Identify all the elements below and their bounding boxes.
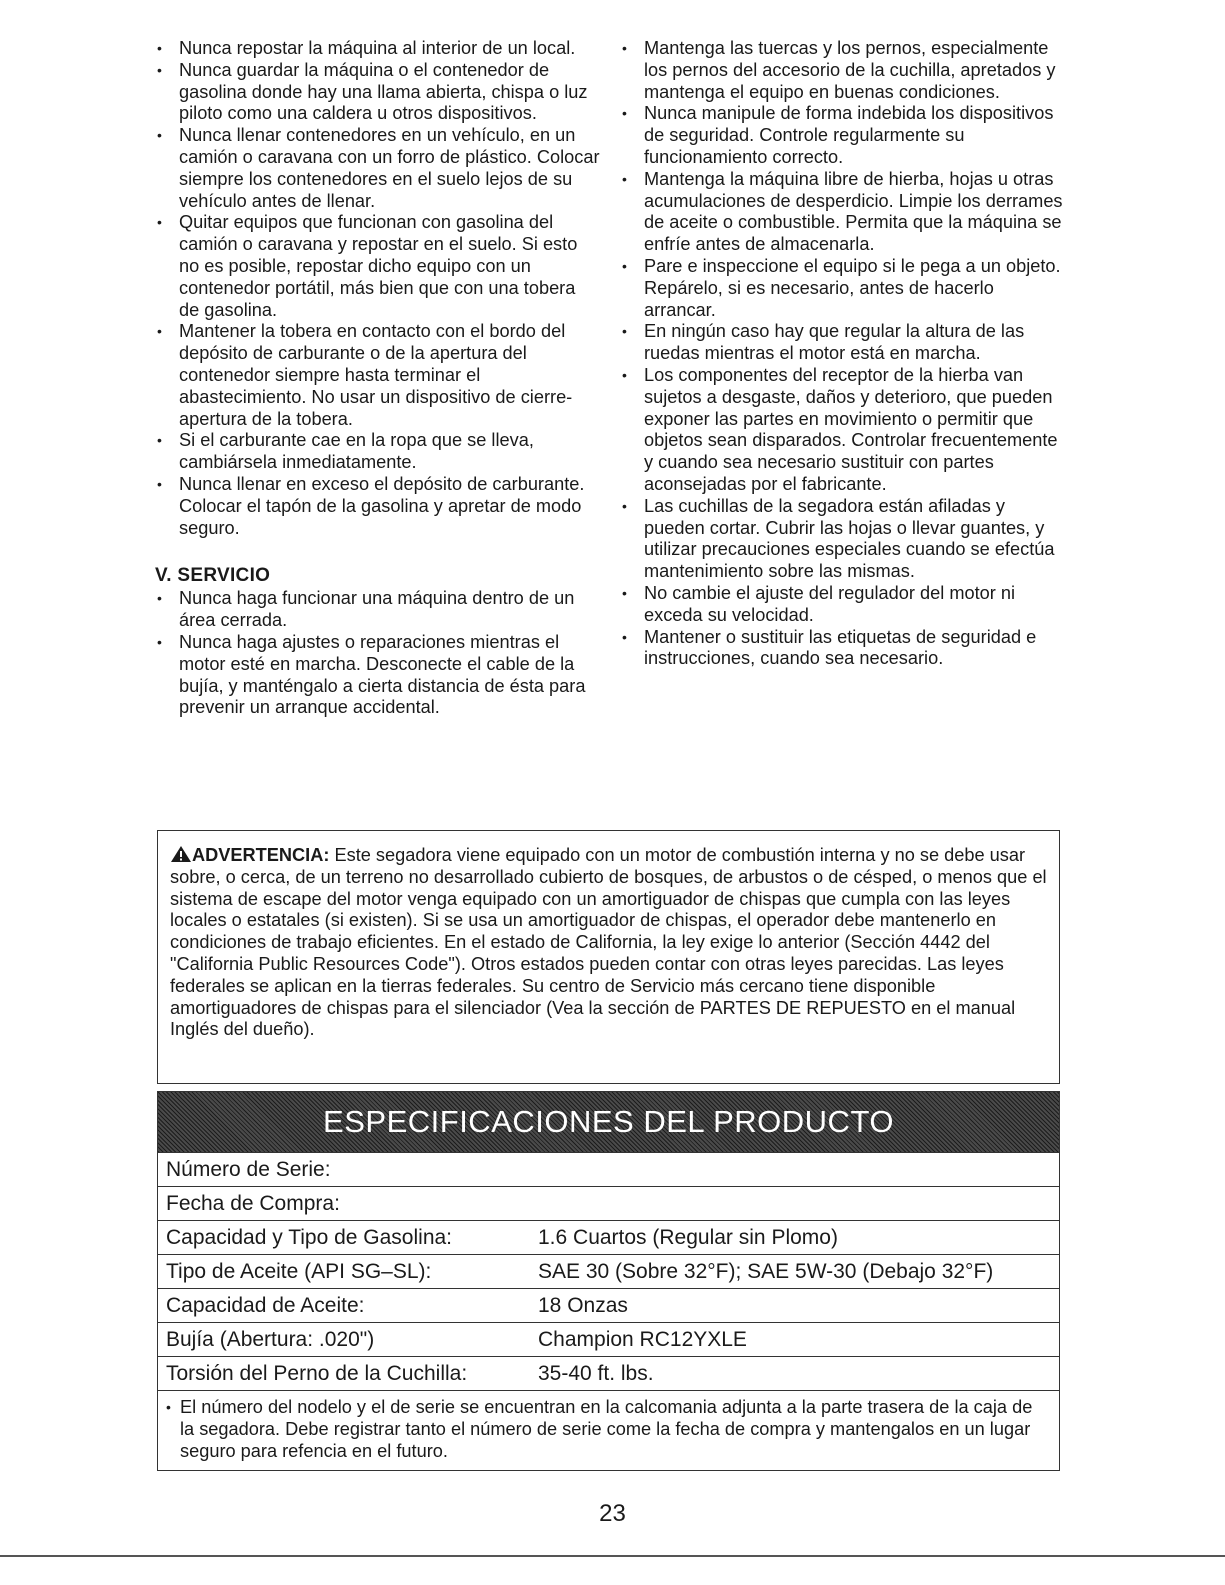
list-item: • Nunca haga ajustes o reparaciones mientras el motor esté en marcha. Desconecte el cable de la bujía, y manténgalo a cierta distancia de ésta para prevenir un arranque accidental.	[155, 632, 600, 719]
two-column-text	[155, 38, 1065, 719]
refueling-bullet-list	[155, 38, 600, 539]
servicio-bullet-list	[155, 588, 600, 719]
spec-value: SAE 30 (Sobre 32°F); SAE 5W-30 (Debajo 32°F)	[538, 1259, 994, 1283]
table-row	[158, 1356, 1059, 1390]
list-item: • En ningún caso hay que regular la altura de las ruedas mientras el motor está en marcha.	[620, 321, 1065, 365]
list-item: • Mantenga la máquina libre de hierba, hojas u otras acumulaciones de desperdicio. Limpie los derrames de aceite o combustible. Permita que la máquina se enfríe antes de almacenarla.	[620, 169, 1065, 256]
spec-label: Capacidad y Tipo de Gasolina:	[166, 1225, 453, 1249]
left-column	[155, 38, 600, 719]
warning-box	[157, 830, 1060, 1084]
list-item: • Mantener o sustituir las etiquetas de seguridad e instrucciones, cuando sea necesario.	[620, 627, 1065, 671]
list-item: • Mantener la tobera en contacto con el bordo del depósito de carburante o de la apertura del contenedor siempre hasta terminar el abastecimiento. No usar un dispositivo de cierre-apertura de la tobera.	[155, 321, 600, 430]
list-item: • El número del nodelo y el de serie se encuentran en la calcomania adjunta a la parte trasera de la caja de la segadora. Debe registrar tanto el número de serie come la fecha de compra y mantengalos en un lugar seguro para refencia en el futuro.	[166, 1397, 1049, 1462]
spec-value: 18 Onzas	[538, 1293, 628, 1317]
list-item: • Si el carburante cae en la ropa que se lleva, cambiársela inmediatamente.	[155, 430, 600, 474]
list-item: • No cambie el ajuste del regulador del motor ni exceda su velocidad.	[620, 583, 1065, 627]
list-item: • Nunca llenar en exceso el depósito de carburante. Colocar el tapón de la gasolina y apretar de modo seguro.	[155, 474, 600, 539]
list-item: • Nunca repostar la máquina al interior de un local.	[155, 38, 600, 60]
list-item: • Mantenga las tuercas y los pernos, especialmente los pernos del accesorio de la cuchilla, apretados y mantenga el equipo en buenas condiciones.	[620, 38, 1065, 103]
spec-label: Torsión del Perno de la Cuchilla:	[166, 1361, 468, 1385]
list-item: • Quitar equipos que funcionan con gasolina del camión o caravana y repostar en el suelo. Si esto no es posible, repostar dicho equipo con un contenedor portátil, más bien que con una tobera de gasolina.	[155, 212, 600, 321]
spec-value: Champion RC12YXLE	[538, 1327, 747, 1351]
table-row	[158, 1220, 1059, 1254]
specifications-title: ESPECIFICACIONES DEL PRODUCTO	[158, 1092, 1059, 1152]
list-item: • Nunca llenar contenedores en un vehículo, en un camión o caravana con un forro de plástico. Colocar siempre los contenedores en el suelo lejos de su vehículo antes de llenar.	[155, 125, 600, 212]
maintenance-bullet-list	[620, 38, 1065, 670]
spec-value: 35-40 ft. lbs.	[538, 1361, 654, 1385]
spec-value: 1.6 Cuartos (Regular sin Plomo)	[538, 1225, 838, 1249]
table-row	[158, 1254, 1059, 1288]
list-item: • Los componentes del receptor de la hierba van sujetos a desgaste, daños y deterioro, que pueden exponer las partes en movimiento o permitir que objetos sean disparados. Controlar frecuentemente y cuando sea necesario sustituir con partes aconsejadas por el fabricante.	[620, 365, 1065, 496]
table-row	[158, 1288, 1059, 1322]
spec-label: Capacidad de Aceite:	[166, 1293, 365, 1317]
section-heading-servicio: V. SERVICIO	[155, 565, 271, 587]
right-column	[620, 38, 1065, 719]
table-row	[158, 1152, 1059, 1186]
list-item: • Pare e inspeccione el equipo si le pega a un objeto. Repárelo, si es necesario, antes de hacerlo arrancar.	[620, 256, 1065, 321]
list-item: • Nunca haga funcionar una máquina dentro de un área cerrada.	[155, 588, 600, 632]
warning-text: Este segadora viene equipado con un motor de combustión interna y no se debe usar sobre, o cerca, de un terreno no desarrollado cubierto de bosques, de arbustos o de césped, o menos que el sistema de escape del motor venga equipado con un amortiguador de chispas que cumpla con las leyes locales o estatales (si existen). Si se usa un amortiguador de chispas, el operador debe mantenerlo en condiciones de trabajo eficientes. En el estado de California, la ley exige lo anterior (Sección 4442 del "California Public Resources Code"). Otros estados pueden contar con otras leyes parecidas. Las leyes federales se aplican en la tierras federales. Su centro de Servicio más cercano tiene disponible amortiguadores de chispas para el silenciador (Vea la sección de PARTES DE REPUESTO en el manual Inglés del dueño).	[170, 845, 1047, 1040]
warning-label: ADVERTENCIA:	[192, 845, 330, 865]
spec-label: Fecha de Compra:	[166, 1191, 340, 1215]
list-item: • Las cuchillas de la segadora están afiladas y pueden cortar. Cubrir las hojas o llevar guantes, y utilizar precauciones especiales cuando se efectúa mantenimiento sobre las mismas.	[620, 496, 1065, 583]
table-row	[158, 1322, 1059, 1356]
list-item: • Nunca manipule de forma indebida los dispositivos de seguridad. Controle regularmente su funcionamiento correcto.	[620, 103, 1065, 168]
bottom-divider	[0, 1555, 1225, 1557]
spec-label: Tipo de Aceite (API SG–SL):	[166, 1259, 432, 1283]
spec-note	[158, 1390, 1059, 1470]
table-row	[158, 1186, 1059, 1220]
product-specifications-table	[157, 1091, 1060, 1471]
list-item: • Nunca guardar la máquina o el contenedor de gasolina donde hay una llama abierta, chispa o luz piloto como una caldera u otros dispositivos.	[155, 60, 600, 125]
spec-label: Número de Serie:	[166, 1157, 331, 1181]
warning-triangle-icon	[170, 845, 192, 863]
spec-label: Bujía (Abertura: .020")	[166, 1327, 375, 1351]
spec-note-list	[166, 1397, 1049, 1462]
page-number: 23	[599, 1500, 626, 1527]
